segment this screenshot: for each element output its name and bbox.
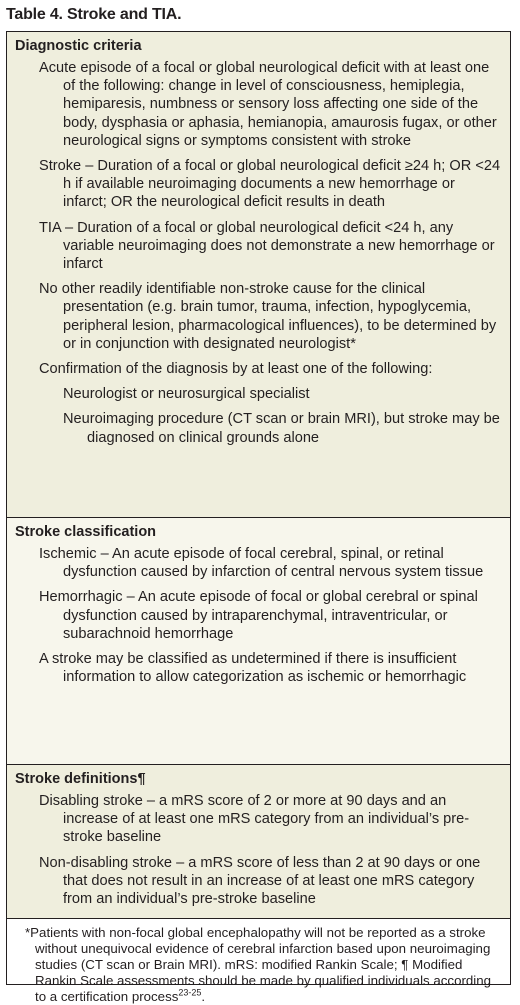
table-frame (6, 31, 511, 1004)
criteria-subitem: Neurologist or neurosurgical specialist (63, 386, 310, 403)
definition-item: Disabling stroke – a mRS score of 2 or more at 90 days and an increase of at least one mRS category from an individual’s pre-stroke baseline (39, 793, 470, 846)
classification-item: Hemorrhagic – An acute episode of focal or global cerebral or spinal dysfunction caused by intraparenchymal, intraventricular, or subarachnoid hemorrhage (39, 589, 478, 642)
classification-item: Ischemic – An acute episode of focal cerebral, spinal, or retinal dysfunction caused by infarction of central nervous system tissue (39, 546, 484, 581)
classification-item: A stroke may be classified as undetermined if there is insufficient information to allow categorization as ischemic or hemorrhagic (39, 651, 467, 686)
footnote-text (25, 925, 502, 1005)
section-stroke-classification (7, 517, 510, 764)
criteria-item: Acute episode of a focal or global neurological deficit with at least one of the following: change in level of consciousness, hemiplegia, hemiparesis, numbness or sensory loss affecting one side of the body, dysphasia or aphasia, hemianopia, amaurosis fugax, or other neurological signs or symptoms consistent with stroke (39, 60, 497, 149)
table-footnote (7, 918, 510, 1004)
criteria-item: No other readily identifiable non-stroke cause for the clinical presentation (e.g. brain tumor, trauma, infection, hypoglycemia, peripheral lesion, pharmacological influences), to be determined by or in conjunction with designated neurologist* (39, 281, 497, 352)
definition-item: Non-disabling stroke – a mRS score of less than 2 at 90 days or one that does not result in an increase of at least one mRS category from an individual’s pre-stroke baseline (39, 854, 481, 908)
section-heading: Diagnostic criteria (15, 38, 142, 54)
criteria-item: Confirmation of the diagnosis by at least one of the following: (39, 361, 433, 378)
section-stroke-definitions (7, 764, 510, 918)
footnote-end: . (201, 989, 206, 1004)
criteria-item: Stroke – Duration of a focal or global neurological deficit ≥24 h; OR <24 h if available neuroimaging documents a new hemorrhage or infarct; OR the neurological deficit results in death (39, 158, 501, 211)
section-heading: Stroke classification (15, 524, 157, 540)
criteria-subitem: Neuroimaging procedure (CT scan or brain MRI), but stroke may be diagnosed on clinical grounds alone (63, 411, 500, 446)
section-diagnostic-criteria (7, 32, 510, 517)
section-heading: Stroke definitions¶ (15, 771, 146, 787)
footnote-body: *Patients with non-focal global encephalopathy will not be reported as a stroke without unequivocal evidence of cerebral infarction based upon neuroimaging studies (CT scan or Brain MRI). mRS: modified Rankin Scale; ¶ Modified Rankin Scale assessments should be made by qualified individuals according to a certification process (25, 925, 492, 1004)
criteria-item: TIA – Duration of a focal or global neurological deficit <24 h, any variable neuroimaging does not demonstrate a new hemorrhage or infarct (39, 219, 495, 273)
footnote-reference: 23-25 (178, 987, 202, 998)
table-title: Table 4. Stroke and TIA. (6, 6, 182, 23)
